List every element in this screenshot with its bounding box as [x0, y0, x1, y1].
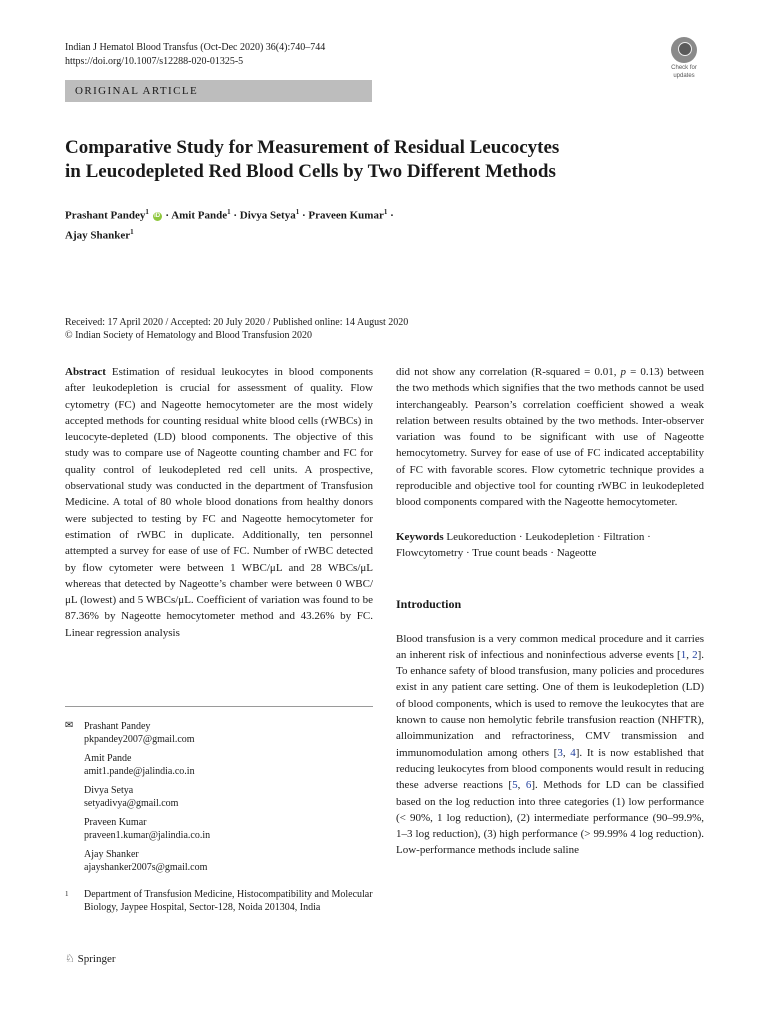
citation-link[interactable]: 1 — [680, 648, 687, 661]
abstract-label: Abstract — [65, 366, 106, 378]
orcid-icon[interactable]: iD — [154, 212, 161, 219]
abstract-text-left: Estimation of residual leukocytes in blood components after leukodepletion is crucial for assessment of quality. Flow cytometry (FC) and Nageotte hemocytometer are the most widely accepted methods for counting residual white blood cells (rWBCs) in leucocyte-depleted (LD) blood components. The objective of this study was to compare use of Nageotte counting chamber and FC for quality control of leukodepleted red cell units. A prospective, observational study was conducted in the department of Transfusion Medicine. A total of 80 whole blood donations from healthy donors were subjected to testing by FC and Nageotte hemocytometer for estimation of rWBC in duplicate. Additionally, ten personnel attempted a survey for ease of use of FC. Number of rWBC detected by flow cytometer were between 1 WBC/μL and 28 WBCs/μL whereas that detected by Nageotte’s chamber were between 0 WBC/μL (lowest) and 5 WBCs/μL. Coefficient of variation was found to be 87.36% by Nageotte hemocytometer method and 43.26% by FC. Linear regression analysis — [65, 366, 373, 639]
crossmark-label-1: Check for — [671, 65, 697, 71]
contact-email[interactable]: amit1.pande@jalindia.co.in — [84, 766, 195, 777]
citation-link[interactable]: 6 — [525, 779, 532, 792]
contact-name: Praveen Kumar — [84, 817, 147, 828]
contact-entry — [65, 752, 373, 778]
contact-email[interactable]: pkpandey2007@gmail.com — [84, 734, 195, 745]
author-name[interactable]: Praveen Kumar — [308, 209, 384, 222]
article-type-banner: ORIGINAL ARTICLE — [65, 80, 372, 102]
intro-text: , — [562, 746, 571, 759]
title-line-1: Comparative Study for Measurement of Residual Leucocytes — [65, 137, 560, 158]
abstract-continued — [396, 364, 704, 511]
journal-header — [65, 41, 325, 69]
springer-logo-icon: ♘ — [65, 952, 75, 965]
contact-email[interactable]: praveen1.kumar@jalindia.co.in — [84, 830, 211, 841]
author-affil-sup: 1 — [145, 208, 149, 216]
abstract-text-right-b: = 0.13) between the two methods which signifies that the two methods cannot be used interchangeably. Pearson’s correlation coefficient showed a weak relation between results obtained by the two methods. Inter-observer variation was found to be significant with use of Nageotte hemocytometry. Survey for ease of use of FC indicated acceptability of FC with favorable scores. Flow cytometric technique provides a reproducible and objective tool for counting rWBC in leukodepleted blood components compared with the Nageotte hemocytometer. — [396, 366, 704, 509]
keywords-paragraph — [396, 529, 704, 562]
corresponding-contacts — [65, 720, 373, 880]
intro-text: ]. It is now established that reducing leukocytes from blood components would result in reducing these adverse reactions [ — [396, 746, 704, 792]
author-affil-sup: 1 — [295, 208, 300, 216]
author-affil-sup: 1 — [227, 208, 231, 216]
right-column — [396, 364, 704, 859]
title-line-2: in Leucodepleted Red Blood Cells by Two Different Methods — [65, 161, 556, 182]
affiliation-number: 1 — [65, 890, 69, 898]
intro-text: ]. Methods for LD can be classified based on the log reduction into three categories (1) low performance (< 90%, 1 log reduction), (2) intermediate performance (90–99.9%, 1–3 log reduction), (3) high performance (> 99.99% 4 log reduction). Low-performance methods include saline — [396, 779, 705, 857]
author-affil-sup: 1 — [130, 227, 134, 236]
keywords-label: Keywords — [396, 530, 444, 543]
article-title — [65, 136, 705, 184]
intro-text: ]. To enhance safety of blood transfusion, many policies and procedures exist in any patient care setting. One of them is leukodepletion (LD) of blood components, which is used to remove the leukocytes that are known to cause non hemolytic febrile transfusion reaction (NHFTR), alloimmunization and refractoriness, CMV transmission and immunomodulation among others [ — [396, 648, 704, 759]
keywords-text: Leukoreduction · Leukodepletion · Filtration · Flowcytometry · True count beads · Nageotte — [396, 530, 651, 559]
contact-entry — [65, 848, 373, 874]
dates-line: Received: 17 April 2020 / Accepted: 20 July 2020 / Published online: 14 August 2020 — [65, 317, 409, 328]
affiliation-text: Department of Transfusion Medicine, Histocompatibility and Molecular Biology, Jaypee Hospital, Sector-128, Noida 201304, India — [84, 889, 373, 913]
contact-email[interactable]: setyadivya@gmail.com — [84, 798, 179, 809]
author-name[interactable]: Amit Pande — [171, 209, 228, 222]
check-for-updates-badge[interactable] — [664, 37, 704, 79]
author-name[interactable]: Ajay Shanker — [65, 229, 131, 242]
contact-entry — [65, 720, 373, 746]
author-list: Prashant Pandey$^1$ iD · Amit Pande$^1$ · Divya Setya$^1$ · Praveen Kumar$^1$ · Ajay Shanker$^1$ — [65, 208, 394, 242]
citation-link[interactable]: 3 — [557, 746, 563, 759]
footnote-divider — [65, 706, 373, 707]
crossmark-label-2: updates — [673, 73, 695, 79]
introduction-heading: Introduction — [396, 597, 462, 612]
crossmark-icon — [671, 37, 697, 63]
affiliation-footnote — [65, 888, 373, 914]
contact-name: Amit Pande — [84, 753, 132, 764]
contact-entry — [65, 816, 373, 842]
abstract-left-column — [65, 364, 373, 641]
author-name[interactable]: Prashant Pandey — [65, 209, 146, 222]
abstract-text-right-a: did not show any correlation (R-squared = 0.01, — [396, 366, 621, 378]
publisher-footer — [65, 951, 116, 967]
intro-text: , — [517, 779, 526, 792]
contact-name: Ajay Shanker — [84, 849, 139, 860]
intro-text: , — [686, 648, 693, 661]
copyright-line: © Indian Society of Hematology and Blood Transfusion 2020 — [65, 330, 313, 341]
p-symbol: p — [620, 366, 627, 378]
publisher-name: Springer — [77, 953, 116, 965]
journal-citation: Indian J Hematol Blood Transfus (Oct-Dec 2020) 36(4):740–744 — [65, 42, 326, 53]
doi-link[interactable]: https://doi.org/10.1007/s12288-020-01325-5 — [65, 56, 244, 67]
citation-link[interactable]: 5 — [512, 779, 518, 792]
author-name[interactable]: Divya Setya — [239, 209, 296, 222]
contact-entry — [65, 784, 373, 810]
envelope-icon: ✉ — [65, 720, 74, 731]
citation-link[interactable]: 2 — [692, 648, 698, 661]
contact-name: Divya Setya — [84, 785, 134, 796]
introduction-paragraph — [396, 631, 704, 859]
citation-link[interactable]: 4 — [570, 746, 576, 759]
contact-email[interactable]: ajayshanker2007s@gmail.com — [84, 862, 208, 873]
author-affil-sup: 1 — [383, 208, 388, 216]
publication-dates — [65, 316, 705, 342]
intro-text: Blood transfusion is a very common medical procedure and it carries an inherent risk of infectious and noninfectious adverse events [ — [396, 632, 704, 661]
contact-name: Prashant Pandey — [84, 721, 151, 732]
